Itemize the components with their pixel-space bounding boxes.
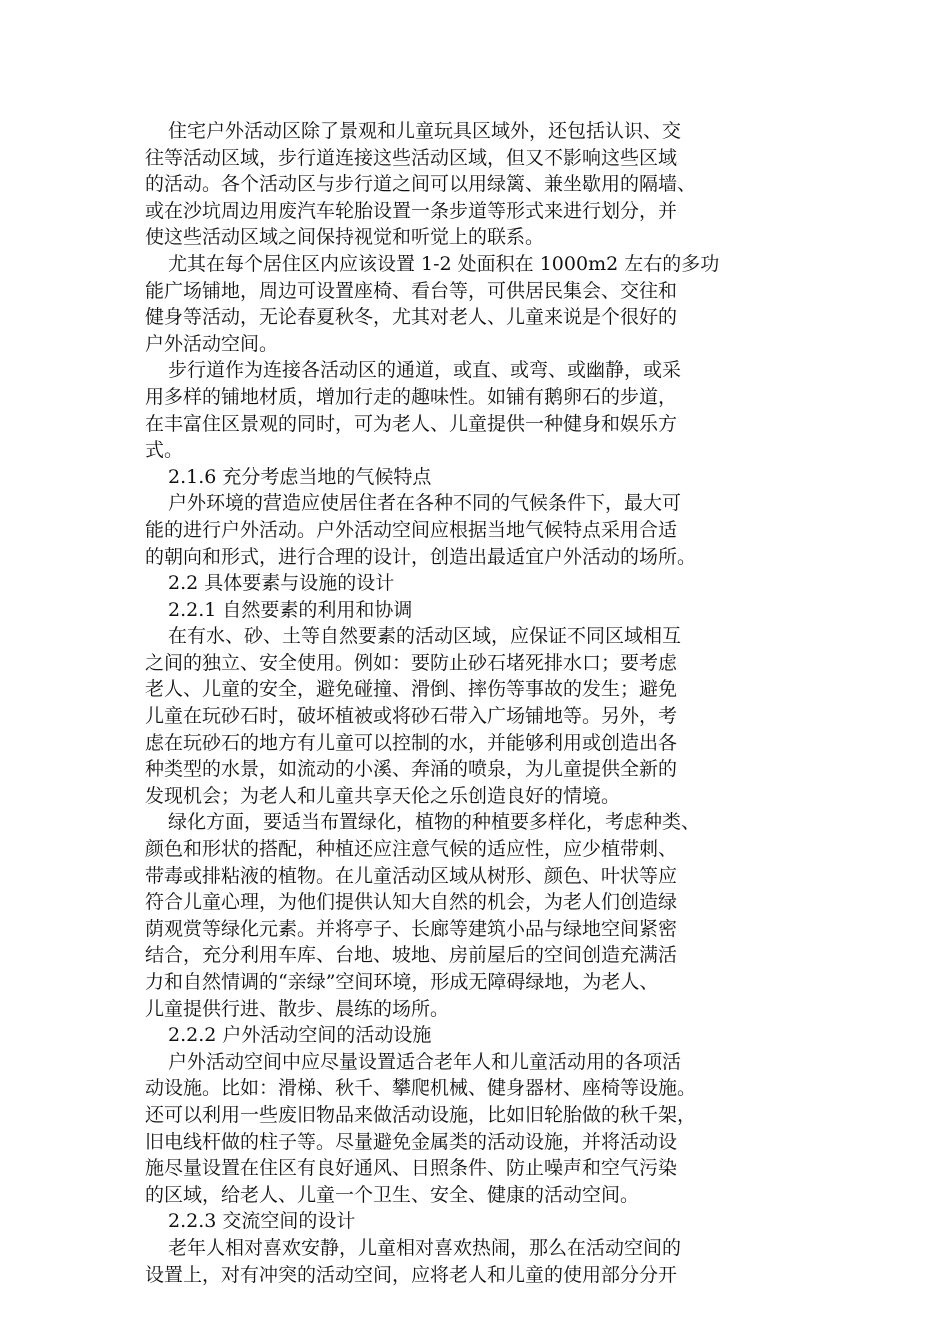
heading-text: 2.2 具体要素与设施的设计	[168, 572, 395, 595]
paragraph-line: 在丰富住区景观的同时，可为老人、儿童提供一种健身和娱乐方	[145, 412, 678, 435]
paragraph-line: 儿童在玩砂石时，破坏植被或将砂石带入广场铺地等。另外，考	[145, 705, 678, 728]
paragraph-line: 用多样的铺地材质，增加行走的趣味性。如铺有鹅卵石的步道，	[145, 385, 678, 408]
paragraph-line: 设置上，对有冲突的活动空间，应将老人和儿童的使用部分分开	[145, 1263, 678, 1286]
paragraph-line: 动设施。比如：滑梯、秋千、攀爬机械、健身器材、座椅等设施。	[145, 1077, 697, 1100]
paragraph-line: 使这些活动区域之间保持视觉和听觉上的联系。	[145, 226, 545, 249]
paragraph-line: 荫观赏等绿化元素。并将亭子、长廊等建筑小品与绿地空间紧密	[145, 917, 678, 940]
paragraph-line: 的区域，给老人、儿童一个卫生、安全、健康的活动空间。	[145, 1183, 640, 1206]
paragraph-line: 符合儿童心理，为他们提供认知大自然的机会，为老人们创造绿	[145, 891, 678, 914]
paragraph-line: 能广场铺地，周边可设置座椅、看台等，可供居民集会、交往和	[145, 279, 678, 302]
heading-text: 2.2.2 户外活动空间的活动设施	[168, 1024, 432, 1047]
paragraph-line: 之间的独立、安全使用。例如：要防止砂石堵死排水口；要考虑	[145, 651, 678, 674]
section-heading	[145, 597, 795, 624]
body-paragraph	[145, 251, 795, 357]
paragraph-line: 的朝向和形式，进行合理的设计，创造出最适宜户外活动的场所。	[145, 545, 697, 568]
body-paragraph	[145, 809, 795, 1022]
paragraph-line: 户外活动空间。	[145, 332, 279, 355]
paragraph-line: 住宅户外活动区除了景观和儿童玩具区域外，还包括认识、交	[168, 120, 682, 142]
paragraph-line: 老年人相对喜欢安静，儿童相对喜欢热闹，那么在活动空间的	[168, 1236, 682, 1259]
paragraph-line: 往等活动区域，步行道连接这些活动区域，但又不影响这些区域	[145, 146, 678, 169]
paragraph-line: 能的进行户外活动。户外活动空间应根据当地气候特点采用合适	[145, 518, 678, 541]
paragraph-line: 式。	[145, 439, 184, 462]
paragraph-line: 旧电线杆做的柱子等。尽量避免金属类的活动设施，并将活动设	[145, 1130, 678, 1153]
paragraph-line: 绿化方面，要适当布置绿化，植物的种植要多样化，考虑种类、	[168, 811, 701, 834]
paragraph-line: 种类型的水景，如流动的小溪、奔涌的喷泉，为儿童提供全新的	[145, 758, 678, 781]
document-page	[145, 118, 795, 1288]
section-heading	[145, 464, 795, 491]
paragraph-line: 儿童提供行进、散步、晨练的场所。	[145, 997, 450, 1020]
heading-text: 2.1.6 充分考虑当地的气候特点	[168, 465, 432, 488]
section-heading	[145, 1022, 795, 1049]
paragraph-line: 步行道作为连接各活动区的通道，或直、或弯、或幽静，或采	[168, 359, 682, 382]
paragraph-line: 结合，充分利用车库、台地、坡地、房前屋后的空间创造充满活	[145, 944, 678, 967]
paragraph-line: 带毒或排粘液的植物。在儿童活动区域从树形、颜色、叶状等应	[145, 864, 678, 887]
body-paragraph	[145, 1049, 795, 1209]
heading-text: 2.2.1 自然要素的利用和协调	[168, 598, 413, 621]
paragraph-line: 力和自然情调的“亲绿”空间环境，形成无障碍绿地，为老人、	[145, 971, 659, 993]
paragraph-line: 老人、儿童的安全，避免碰撞、滑倒、摔伤等事故的发生；避免	[145, 678, 678, 701]
paragraph-line: 施尽量设置在住区有良好通风、日照条件、防止噪声和空气污染	[145, 1157, 678, 1180]
heading-text: 2.2.3 交流空间的设计	[168, 1210, 356, 1233]
paragraph-line: 户外活动空间中应尽量设置适合老年人和儿童活动用的各项活	[168, 1050, 682, 1073]
section-heading	[145, 1208, 795, 1235]
section-heading	[145, 570, 795, 597]
body-paragraph	[145, 490, 795, 570]
paragraph-line: 虑在玩砂石的地方有儿童可以控制的水，并能够利用或创造出各	[145, 731, 678, 754]
paragraph-line: 颜色和形状的搭配，种植还应注意气候的适应性，应少植带刺、	[145, 838, 678, 861]
paragraph-line: 尤其在每个居住区内应该设置 1-2 处面积在 1000m2 左右的多功	[168, 252, 720, 275]
paragraph-line: 或在沙坑周边用废汽车轮胎设置一条步道等形式来进行划分，并	[145, 199, 678, 222]
paragraph-line: 健身等活动，无论春夏秋冬，尤其对老人、儿童来说是个很好的	[145, 306, 678, 329]
body-paragraph	[145, 357, 795, 463]
body-paragraph	[145, 1235, 795, 1288]
body-paragraph	[145, 118, 795, 251]
body-paragraph	[145, 623, 795, 809]
paragraph-line: 户外环境的营造应使居住者在各种不同的气候条件下，最大可	[168, 492, 682, 515]
paragraph-line: 发现机会；为老人和儿童共享天伦之乐创造良好的情境。	[145, 784, 621, 807]
paragraph-line: 在有水、砂、土等自然要素的活动区域，应保证不同区域相互	[168, 625, 682, 648]
paragraph-line: 还可以利用一些废旧物品来做活动设施，比如旧轮胎做的秋千架，	[145, 1103, 697, 1126]
paragraph-line: 的活动。各个活动区与步行道之间可以用绿篱、兼坐歇用的隔墙、	[145, 173, 697, 196]
